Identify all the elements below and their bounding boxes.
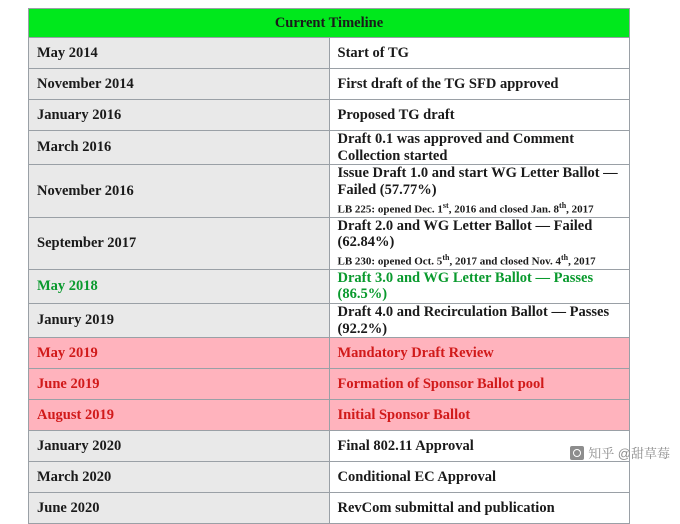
current-timeline-table	[28, 8, 630, 524]
timeline-date-cell: September 2017	[29, 217, 330, 269]
timeline-description-main: Formation of Sponsor Ballot pool	[337, 376, 545, 393]
timeline-date-cell: January 2016	[29, 100, 330, 131]
timeline-date-cell: June 2019	[29, 369, 330, 400]
timeline-description-main: Draft 2.0 and WG Letter Ballot — Failed (62.84%)	[337, 217, 593, 251]
timeline-date-cell: March 2020	[29, 462, 330, 493]
timeline-description-cell	[329, 269, 630, 303]
timeline-description-main: Mandatory Draft Review	[337, 345, 494, 362]
zhihu-logo-icon	[570, 446, 584, 460]
table-row	[29, 69, 630, 100]
table-row	[29, 100, 630, 131]
timeline-description-main: RevCom submittal and publication	[337, 500, 555, 517]
watermark-text: 知乎 @甜草莓	[588, 446, 670, 461]
timeline-description-main: Issue Draft 1.0 and start WG Letter Ballot — Failed (57.77%)	[337, 165, 618, 199]
table-row	[29, 38, 630, 69]
timeline-date-cell: January 2020	[29, 431, 330, 462]
table-row	[29, 165, 630, 217]
table-row	[29, 217, 630, 269]
timeline-date-cell: June 2020	[29, 493, 330, 524]
timeline-description-cell	[329, 217, 630, 269]
timeline-description-main: Conditional EC Approval	[337, 469, 496, 486]
timeline-description-cell	[329, 493, 630, 524]
timeline-description-main: Draft 3.0 and WG Letter Ballot — Passes (86.5%)	[337, 269, 594, 303]
table-row	[29, 493, 630, 524]
timeline-description-main: Initial Sponsor Ballot	[337, 407, 471, 424]
timeline-date-cell: May 2019	[29, 338, 330, 369]
table-row	[29, 462, 630, 493]
timeline-date-cell: March 2016	[29, 131, 330, 165]
timeline-date-cell: May 2018	[29, 269, 330, 303]
timeline-description-cell	[329, 165, 630, 217]
timeline-description-main: Draft 4.0 and Recirculation Ballot — Passes (92.2%)	[337, 304, 610, 337]
table-row	[29, 131, 630, 165]
timeline-date-cell: November 2014	[29, 69, 330, 100]
timeline-description-cell	[329, 69, 630, 100]
timeline-description-note: LB 225: opened Dec. 1st, 2016 and closed Jan. 8th, 2017	[337, 200, 594, 216]
timeline-sheet	[28, 8, 630, 524]
table-row	[29, 369, 630, 400]
timeline-description-main: Proposed TG draft	[337, 106, 455, 123]
timeline-description-cell	[329, 304, 630, 338]
table-row	[29, 400, 630, 431]
timeline-description-cell	[329, 338, 630, 369]
timeline-description-note: LB 230: opened Oct. 5th, 2017 and closed Nov. 4th, 2017	[337, 252, 596, 268]
timeline-description-cell	[329, 100, 630, 131]
timeline-description-main: Final 802.11 Approval	[337, 438, 474, 455]
timeline-title: Current Timeline	[29, 9, 630, 38]
table-row	[29, 431, 630, 462]
timeline-description-cell	[329, 369, 630, 400]
timeline-description-cell	[329, 131, 630, 165]
timeline-date-cell: August 2019	[29, 400, 330, 431]
timeline-description-main: First draft of the TG SFD approved	[337, 75, 559, 92]
timeline-description-cell	[329, 400, 630, 431]
timeline-date-cell: November 2016	[29, 165, 330, 217]
watermark	[570, 443, 670, 462]
table-row	[29, 338, 630, 369]
timeline-table-body	[29, 9, 630, 524]
timeline-description-main: Draft 0.1 was approved and Comment Collection started	[337, 131, 575, 164]
timeline-description-main: Start of TG	[337, 44, 409, 61]
timeline-date-cell: May 2014	[29, 38, 330, 69]
timeline-description-cell	[329, 462, 630, 493]
timeline-description-cell	[329, 38, 630, 69]
timeline-date-cell: Janury 2019	[29, 304, 330, 338]
table-row	[29, 269, 630, 303]
timeline-title-row	[29, 9, 630, 38]
table-row	[29, 304, 630, 338]
